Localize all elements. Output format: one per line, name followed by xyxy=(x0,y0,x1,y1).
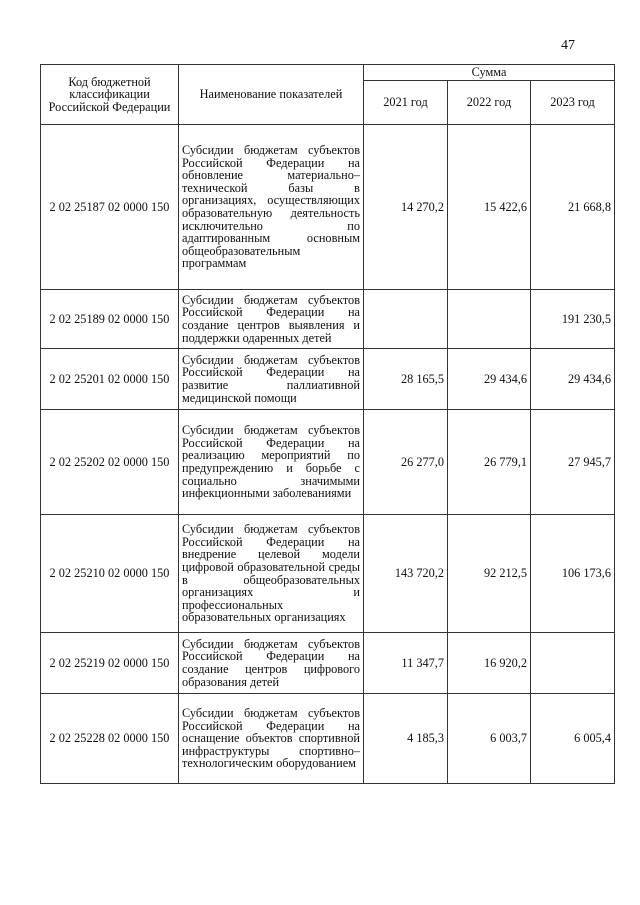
row-code: 2 02 25219 02 0000 150 xyxy=(41,633,179,694)
row-name: Субсидии бюджетам субъектов Российской Федерации на оснащение объектов спортивной инфраструктуры спортивно–технологическим оборудованием xyxy=(179,694,364,784)
row-value-2021: 143 720,2 xyxy=(364,515,448,633)
table-row xyxy=(41,694,615,784)
row-value-2021: 26 277,0 xyxy=(364,410,448,515)
row-value-2021: 11 347,7 xyxy=(364,633,448,694)
row-value-2023: 21 668,8 xyxy=(531,125,615,290)
header-year-2022: 2022 год xyxy=(448,81,531,125)
row-name: Субсидии бюджетам субъектов Российской Федерации на создание центров выявления и поддержки одаренных детей xyxy=(179,290,364,349)
row-value-2022 xyxy=(448,290,531,349)
header-year-2021: 2021 год xyxy=(364,81,448,125)
row-value-2022: 26 779,1 xyxy=(448,410,531,515)
header-year-2023: 2023 год xyxy=(531,81,615,125)
row-name: Субсидии бюджетам субъектов Российской Федерации на внедрение целевой модели цифровой образовательной среды в общеобразовательных организациях и профессиональных образовательных организациях xyxy=(179,515,364,633)
row-code: 2 02 25187 02 0000 150 xyxy=(41,125,179,290)
row-value-2023: 6 005,4 xyxy=(531,694,615,784)
row-value-2022: 29 434,6 xyxy=(448,349,531,410)
row-value-2021: 4 185,3 xyxy=(364,694,448,784)
table-row xyxy=(41,290,615,349)
table-row xyxy=(41,125,615,290)
row-code: 2 02 25189 02 0000 150 xyxy=(41,290,179,349)
row-code: 2 02 25228 02 0000 150 xyxy=(41,694,179,784)
row-value-2021: 28 165,5 xyxy=(364,349,448,410)
row-code: 2 02 25210 02 0000 150 xyxy=(41,515,179,633)
row-name: Субсидии бюджетам субъектов Российской Федерации на реализацию мероприятий по предупреждению и борьбе с социально значимыми инфекционными заболеваниями xyxy=(179,410,364,515)
row-value-2021 xyxy=(364,290,448,349)
page-number: 47 xyxy=(561,38,575,53)
row-name: Субсидии бюджетам субъектов Российской Федерации на развитие паллиативной медицинской помощи xyxy=(179,349,364,410)
header-code: Код бюджетной классификации Российской Федерации xyxy=(41,65,179,125)
row-value-2022: 6 003,7 xyxy=(448,694,531,784)
row-code: 2 02 25202 02 0000 150 xyxy=(41,410,179,515)
header-name: Наименование показателей xyxy=(179,65,364,125)
row-value-2023: 27 945,7 xyxy=(531,410,615,515)
table-row xyxy=(41,410,615,515)
row-value-2023: 29 434,6 xyxy=(531,349,615,410)
row-value-2023: 106 173,6 xyxy=(531,515,615,633)
table-row xyxy=(41,633,615,694)
row-value-2022: 92 212,5 xyxy=(448,515,531,633)
row-value-2023: 191 230,5 xyxy=(531,290,615,349)
row-value-2023 xyxy=(531,633,615,694)
header-sum: Сумма xyxy=(364,65,615,81)
table-row xyxy=(41,515,615,633)
row-name: Субсидии бюджетам субъектов Российской Федерации на создание центров цифрового образования детей xyxy=(179,633,364,694)
row-name: Субсидии бюджетам субъектов Российской Федерации на обновление материально–технической базы в организациях, осуществляющих образовательную деятельность исключительно по адаптированным основным общеобразовательным программам xyxy=(179,125,364,290)
table-row xyxy=(41,349,615,410)
row-value-2022: 16 920,2 xyxy=(448,633,531,694)
row-value-2021: 14 270,2 xyxy=(364,125,448,290)
row-value-2022: 15 422,6 xyxy=(448,125,531,290)
budget-table xyxy=(40,64,615,784)
row-code: 2 02 25201 02 0000 150 xyxy=(41,349,179,410)
